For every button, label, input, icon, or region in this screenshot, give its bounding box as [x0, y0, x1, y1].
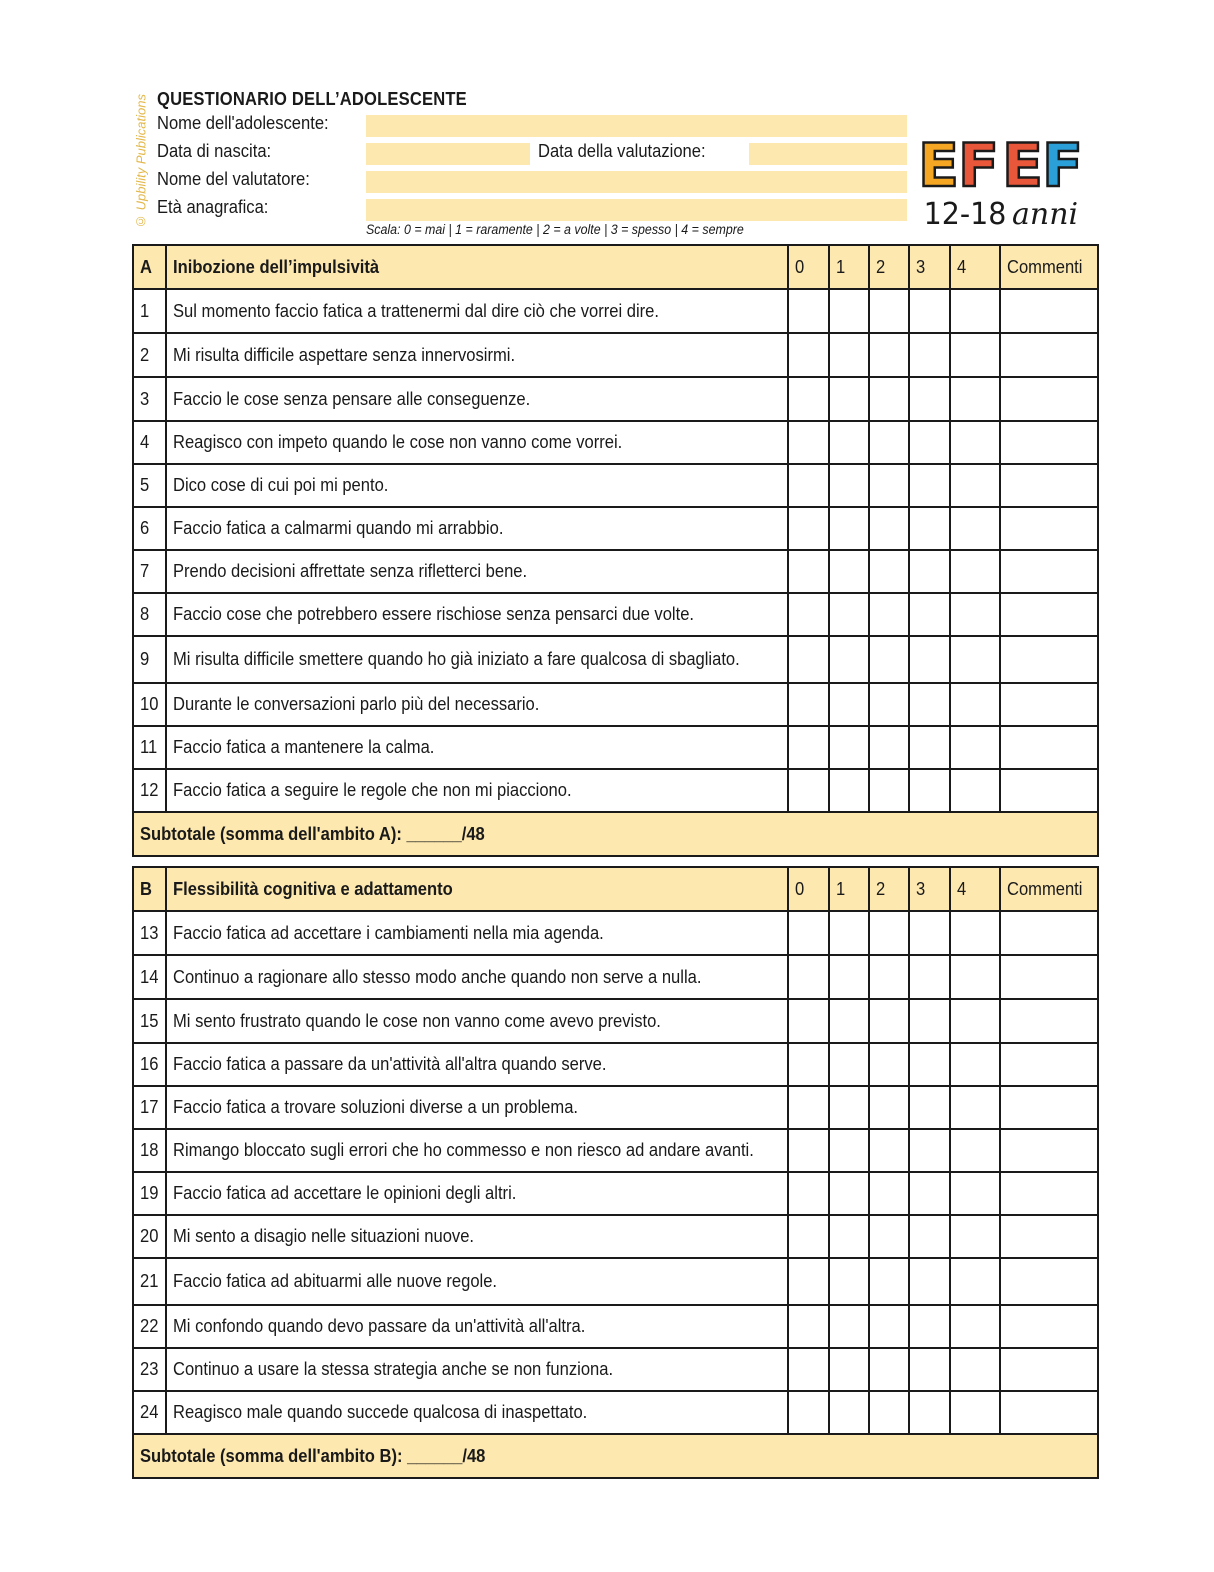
age-label: Età anagrafica: — [157, 197, 269, 217]
rating-cell-4[interactable] — [950, 769, 1000, 812]
question-number: 21 — [140, 1271, 159, 1291]
logo-letter: F — [958, 131, 999, 201]
rating-cell-3[interactable] — [909, 289, 950, 333]
comment-cell[interactable] — [1000, 507, 1098, 550]
rating-cell-2[interactable] — [869, 1391, 909, 1434]
birth-date-field[interactable] — [366, 143, 530, 165]
rating-cell-3[interactable] — [909, 636, 950, 683]
scale-col-4: 4 — [957, 256, 967, 277]
question-row — [133, 1215, 1098, 1258]
rating-cell-0[interactable] — [788, 377, 829, 421]
efef-logo — [916, 118, 1096, 236]
rating-cell-3[interactable] — [909, 911, 950, 955]
question-text: Prendo decisioni affrettate senza rifletterci bene. — [173, 561, 528, 581]
question-text: Faccio fatica a trovare soluzioni diverse a un problema. — [173, 1097, 579, 1117]
logo-age-text: 12-18 — [923, 196, 1007, 232]
rating-cell-1[interactable] — [829, 999, 869, 1043]
evaluator-name-field[interactable] — [366, 171, 907, 193]
question-row — [133, 911, 1098, 955]
comment-cell[interactable] — [1000, 333, 1098, 377]
question-row — [133, 1172, 1098, 1215]
rating-cell-4[interactable] — [950, 1258, 1000, 1305]
rating-cell-4[interactable] — [950, 999, 1000, 1043]
section-title: Flessibilità cognitiva e adattamento — [173, 878, 453, 899]
rating-cell-1[interactable] — [829, 1172, 869, 1215]
rating-cell-2[interactable] — [869, 289, 909, 333]
question-number: 2 — [140, 344, 150, 365]
rating-cell-0[interactable] — [788, 1215, 829, 1258]
age-field[interactable] — [366, 199, 907, 221]
question-text: Faccio fatica a mantenere la calma. — [173, 737, 435, 757]
rating-cell-0[interactable] — [788, 1348, 829, 1391]
rating-cell-0[interactable] — [788, 683, 829, 726]
rating-cell-1[interactable] — [829, 1129, 869, 1172]
logo-anni-text: anni — [1012, 197, 1079, 232]
question-row — [133, 464, 1098, 507]
rating-cell-4[interactable] — [950, 911, 1000, 955]
question-row — [133, 289, 1098, 333]
comment-cell[interactable] — [1000, 289, 1098, 333]
rating-cell-1[interactable] — [829, 1258, 869, 1305]
rating-cell-4[interactable] — [950, 1129, 1000, 1172]
birth-date-label: Data di nascita: — [157, 141, 272, 161]
adolescent-name-label: Nome dell'adolescente: — [157, 113, 329, 133]
comment-cell[interactable] — [1000, 377, 1098, 421]
comments-header: Commenti — [1007, 878, 1083, 899]
question-row — [133, 1258, 1098, 1305]
rating-cell-3[interactable] — [909, 1129, 950, 1172]
rating-cell-2[interactable] — [869, 1086, 909, 1129]
comment-cell[interactable] — [1000, 1391, 1098, 1434]
scale-col-0: 0 — [795, 256, 805, 277]
scale-col-4: 4 — [957, 878, 967, 899]
rating-cell-1[interactable] — [829, 464, 869, 507]
comment-cell[interactable] — [1000, 1258, 1098, 1305]
question-text: Dico cose di cui poi mi pento. — [173, 475, 389, 495]
rating-cell-4[interactable] — [950, 593, 1000, 636]
question-row — [133, 593, 1098, 636]
question-row — [133, 1129, 1098, 1172]
rating-cell-3[interactable] — [909, 769, 950, 812]
rating-cell-1[interactable] — [829, 593, 869, 636]
rating-cell-1[interactable] — [829, 1043, 869, 1086]
question-row — [133, 1043, 1098, 1086]
rating-cell-1[interactable] — [829, 333, 869, 377]
comment-cell[interactable] — [1000, 683, 1098, 726]
question-number: 1 — [140, 300, 150, 321]
question-row — [133, 726, 1098, 769]
rating-cell-1[interactable] — [829, 1305, 869, 1348]
question-text: Mi sento a disagio nelle situazioni nuove. — [173, 1226, 475, 1246]
rating-cell-3[interactable] — [909, 464, 950, 507]
rating-cell-4[interactable] — [950, 955, 1000, 999]
rating-cell-4[interactable] — [950, 1172, 1000, 1215]
rating-cell-0[interactable] — [788, 1305, 829, 1348]
rating-cell-4[interactable] — [950, 726, 1000, 769]
subtotal-label: Subtotale (somma dell'ambito B): ______/48 — [140, 1445, 486, 1466]
rating-cell-0[interactable] — [788, 1043, 829, 1086]
comment-cell[interactable] — [1000, 1043, 1098, 1086]
rating-cell-2[interactable] — [869, 1043, 909, 1086]
rating-cell-1[interactable] — [829, 955, 869, 999]
rating-cell-1[interactable] — [829, 550, 869, 593]
rating-cell-3[interactable] — [909, 955, 950, 999]
question-number: 19 — [140, 1183, 159, 1203]
question-text: Continuo a usare la stessa strategia anche se non funziona. — [173, 1359, 614, 1379]
rating-cell-3[interactable] — [909, 507, 950, 550]
comment-cell[interactable] — [1000, 421, 1098, 464]
question-text: Mi confondo quando devo passare da un'attività all'altra. — [173, 1316, 586, 1336]
rating-cell-0[interactable] — [788, 636, 829, 683]
comment-cell[interactable] — [1000, 911, 1098, 955]
rating-cell-1[interactable] — [829, 1348, 869, 1391]
rating-cell-2[interactable] — [869, 636, 909, 683]
rating-cell-2[interactable] — [869, 999, 909, 1043]
rating-cell-4[interactable] — [950, 1086, 1000, 1129]
rating-cell-2[interactable] — [869, 507, 909, 550]
rating-cell-2[interactable] — [869, 464, 909, 507]
subtotal-label: Subtotale (somma dell'ambito A): ______/48 — [140, 823, 485, 844]
rating-cell-2[interactable] — [869, 333, 909, 377]
comment-cell[interactable] — [1000, 726, 1098, 769]
question-number: 9 — [140, 649, 150, 669]
logo-letter: E — [918, 131, 959, 201]
scale-col-2: 2 — [876, 878, 886, 899]
rating-cell-4[interactable] — [950, 1043, 1000, 1086]
rating-cell-3[interactable] — [909, 421, 950, 464]
rating-cell-0[interactable] — [788, 421, 829, 464]
rating-cell-3[interactable] — [909, 593, 950, 636]
rating-cell-4[interactable] — [950, 550, 1000, 593]
rating-cell-0[interactable] — [788, 464, 829, 507]
rating-cell-2[interactable] — [869, 769, 909, 812]
question-text: Faccio fatica ad accettare le opinioni degli altri. — [173, 1183, 517, 1203]
question-row — [133, 1305, 1098, 1348]
section-title: Inibozione dell’impulsività — [173, 256, 380, 277]
rating-cell-0[interactable] — [788, 1391, 829, 1434]
question-row — [133, 333, 1098, 377]
rating-cell-0[interactable] — [788, 1129, 829, 1172]
rating-cell-2[interactable] — [869, 1215, 909, 1258]
rating-cell-2[interactable] — [869, 683, 909, 726]
rating-cell-3[interactable] — [909, 1043, 950, 1086]
rating-cell-4[interactable] — [950, 333, 1000, 377]
rating-cell-2[interactable] — [869, 911, 909, 955]
question-number: 22 — [140, 1316, 159, 1336]
rating-cell-0[interactable] — [788, 911, 829, 955]
rating-cell-2[interactable] — [869, 593, 909, 636]
question-number: 23 — [140, 1359, 159, 1379]
comment-cell[interactable] — [1000, 1172, 1098, 1215]
question-text: Faccio fatica ad abituarmi alle nuove regole. — [173, 1271, 498, 1291]
rating-cell-1[interactable] — [829, 911, 869, 955]
rating-cell-4[interactable] — [950, 683, 1000, 726]
question-text: Faccio fatica a passare da un'attività all'altra quando serve. — [173, 1054, 607, 1074]
rating-cell-4[interactable] — [950, 1215, 1000, 1258]
question-number: 16 — [140, 1054, 159, 1074]
comment-cell[interactable] — [1000, 1129, 1098, 1172]
rating-cell-4[interactable] — [950, 1305, 1000, 1348]
comment-cell[interactable] — [1000, 593, 1098, 636]
rating-cell-4[interactable] — [950, 636, 1000, 683]
rating-scale-legend: Scala: 0 = mai | 1 = raramente | 2 = a volte | 3 = spesso | 4 = sempre — [366, 222, 744, 237]
question-text: Rimango bloccato sugli errori che ho commesso e non riesco ad andare avanti. — [173, 1140, 754, 1160]
rating-cell-1[interactable] — [829, 726, 869, 769]
rating-cell-0[interactable] — [788, 726, 829, 769]
scale-col-0: 0 — [795, 878, 805, 899]
rating-cell-4[interactable] — [950, 289, 1000, 333]
logo-letter: F — [1042, 131, 1083, 201]
question-text: Mi risulta difficile aspettare senza innervosirmi. — [173, 344, 516, 365]
question-row — [133, 1391, 1098, 1434]
question-row — [133, 421, 1098, 464]
scale-col-3: 3 — [916, 256, 926, 277]
comment-cell[interactable] — [1000, 955, 1098, 999]
question-row — [133, 550, 1098, 593]
question-number: 15 — [140, 1010, 159, 1031]
question-number: 24 — [140, 1402, 159, 1422]
question-text: Continuo a ragionare allo stesso modo anche quando non serve a nulla. — [173, 966, 702, 987]
question-row — [133, 683, 1098, 726]
comment-cell[interactable] — [1000, 999, 1098, 1043]
rating-cell-1[interactable] — [829, 683, 869, 726]
evaluation-date-label: Data della valutazione: — [538, 141, 706, 161]
rating-cell-2[interactable] — [869, 1129, 909, 1172]
question-number: 12 — [140, 780, 159, 800]
rating-cell-2[interactable] — [869, 1348, 909, 1391]
rating-cell-4[interactable] — [950, 1391, 1000, 1434]
question-row — [133, 1348, 1098, 1391]
scale-col-1: 1 — [836, 256, 846, 277]
rating-cell-1[interactable] — [829, 421, 869, 464]
rating-cell-0[interactable] — [788, 955, 829, 999]
question-row — [133, 1086, 1098, 1129]
question-row — [133, 377, 1098, 421]
comment-cell[interactable] — [1000, 1086, 1098, 1129]
scale-col-1: 1 — [836, 878, 846, 899]
rating-cell-4[interactable] — [950, 507, 1000, 550]
rating-cell-4[interactable] — [950, 377, 1000, 421]
rating-cell-2[interactable] — [869, 1305, 909, 1348]
question-number: 6 — [140, 518, 150, 538]
page-title: QUESTIONARIO DELL’ADOLESCENTE — [157, 89, 467, 109]
question-number: 14 — [140, 966, 159, 987]
question-number: 10 — [140, 694, 159, 714]
rating-cell-1[interactable] — [829, 507, 869, 550]
comment-cell[interactable] — [1000, 464, 1098, 507]
section-header-row — [133, 245, 1098, 289]
rating-cell-1[interactable] — [829, 1391, 869, 1434]
comment-cell[interactable] — [1000, 636, 1098, 683]
rating-cell-1[interactable] — [829, 769, 869, 812]
rating-cell-3[interactable] — [909, 550, 950, 593]
question-row — [133, 999, 1098, 1043]
evaluation-date-field[interactable] — [749, 143, 907, 165]
rating-cell-2[interactable] — [869, 1258, 909, 1305]
question-text: Sul momento faccio fatica a trattenermi dal dire ciò che vorrei dire. — [173, 300, 659, 321]
rating-cell-4[interactable] — [950, 1348, 1000, 1391]
subtotal-row — [133, 1434, 1098, 1478]
rating-cell-0[interactable] — [788, 550, 829, 593]
rating-cell-2[interactable] — [869, 377, 909, 421]
rating-cell-3[interactable] — [909, 726, 950, 769]
rating-cell-1[interactable] — [829, 289, 869, 333]
question-text: Mi sento frustrato quando le cose non vanno come avevo previsto. — [173, 1010, 661, 1031]
question-number: 7 — [140, 561, 150, 581]
evaluator-name-label: Nome del valutatore: — [157, 169, 310, 189]
rating-cell-1[interactable] — [829, 1086, 869, 1129]
comment-cell[interactable] — [1000, 1215, 1098, 1258]
comment-cell[interactable] — [1000, 1348, 1098, 1391]
section-b-table — [132, 866, 1099, 1479]
copyright-notice: © Upbility Publications — [133, 94, 149, 230]
rating-cell-0[interactable] — [788, 999, 829, 1043]
logo-letter: E — [1002, 131, 1043, 201]
question-number: 13 — [140, 922, 159, 943]
question-number: 18 — [140, 1140, 159, 1160]
rating-cell-1[interactable] — [829, 636, 869, 683]
subtotal-row — [133, 812, 1098, 856]
question-text: Durante le conversazioni parlo più del necessario. — [173, 694, 540, 714]
question-text: Mi risulta difficile smettere quando ho già iniziato a fare qualcosa di sbagliato. — [173, 649, 740, 669]
rating-cell-1[interactable] — [829, 1215, 869, 1258]
rating-cell-4[interactable] — [950, 421, 1000, 464]
rating-cell-0[interactable] — [788, 507, 829, 550]
question-number: 3 — [140, 388, 150, 409]
question-text: Reagisco con impeto quando le cose non vanno come vorrei. — [173, 432, 623, 452]
rating-cell-3[interactable] — [909, 683, 950, 726]
rating-cell-3[interactable] — [909, 1391, 950, 1434]
question-text: Reagisco male quando succede qualcosa di inaspettato. — [173, 1402, 588, 1422]
rating-cell-0[interactable] — [788, 1258, 829, 1305]
rating-cell-2[interactable] — [869, 550, 909, 593]
section-letter: A — [140, 256, 152, 277]
question-text: Faccio le cose senza pensare alle conseguenze. — [173, 388, 531, 409]
rating-cell-3[interactable] — [909, 377, 950, 421]
rating-cell-2[interactable] — [869, 955, 909, 999]
rating-cell-0[interactable] — [788, 769, 829, 812]
question-number: 11 — [140, 737, 158, 757]
comment-cell[interactable] — [1000, 1305, 1098, 1348]
rating-cell-2[interactable] — [869, 421, 909, 464]
rating-cell-0[interactable] — [788, 593, 829, 636]
rating-cell-0[interactable] — [788, 333, 829, 377]
question-number: 17 — [140, 1097, 159, 1117]
question-number: 20 — [140, 1226, 159, 1246]
rating-cell-3[interactable] — [909, 1305, 950, 1348]
question-text: Faccio fatica ad accettare i cambiamenti nella mia agenda. — [173, 922, 604, 943]
rating-cell-3[interactable] — [909, 1348, 950, 1391]
question-row — [133, 955, 1098, 999]
scale-col-3: 3 — [916, 878, 926, 899]
question-text: Faccio cose che potrebbero essere rischiose senza pensarci due volte. — [173, 604, 695, 624]
question-number: 5 — [140, 475, 150, 495]
rating-cell-3[interactable] — [909, 1172, 950, 1215]
scale-col-2: 2 — [876, 256, 886, 277]
rating-cell-2[interactable] — [869, 1172, 909, 1215]
rating-cell-3[interactable] — [909, 999, 950, 1043]
section-a-table — [132, 244, 1099, 857]
comment-cell[interactable] — [1000, 769, 1098, 812]
question-row — [133, 769, 1098, 812]
section-header-row — [133, 867, 1098, 911]
rating-cell-3[interactable] — [909, 333, 950, 377]
question-number: 4 — [140, 432, 150, 452]
comment-cell[interactable] — [1000, 550, 1098, 593]
rating-cell-2[interactable] — [869, 726, 909, 769]
rating-cell-3[interactable] — [909, 1258, 950, 1305]
question-text: Faccio fatica a calmarmi quando mi arrabbio. — [173, 518, 504, 538]
question-row — [133, 507, 1098, 550]
rating-cell-3[interactable] — [909, 1215, 950, 1258]
rating-cell-0[interactable] — [788, 1086, 829, 1129]
comments-header: Commenti — [1007, 256, 1083, 277]
question-number: 8 — [140, 604, 150, 624]
rating-cell-0[interactable] — [788, 289, 829, 333]
rating-cell-1[interactable] — [829, 377, 869, 421]
rating-cell-3[interactable] — [909, 1086, 950, 1129]
adolescent-name-field[interactable] — [366, 115, 907, 137]
question-text: Faccio fatica a seguire le regole che non mi piacciono. — [173, 780, 572, 800]
section-letter: B — [140, 878, 152, 899]
question-row — [133, 636, 1098, 683]
rating-cell-0[interactable] — [788, 1172, 829, 1215]
rating-cell-4[interactable] — [950, 464, 1000, 507]
